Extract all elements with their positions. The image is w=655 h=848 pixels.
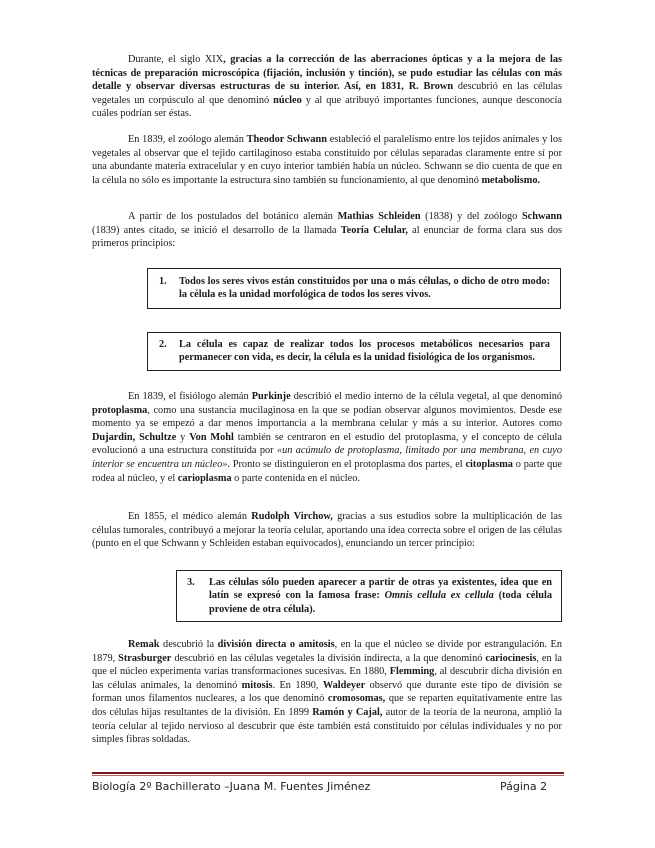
principle-number: 1.	[159, 276, 167, 287]
principle-number: 3.	[187, 577, 195, 588]
paragraph-schwann: En 1839, el zoólogo alemán Theodor Schwann estableció el paralelismo entre los tejidos animales y los vegetales al observar que el tejido cartilaginoso estaba constituido por células separadas claramente entre sí por una abundante materia extracelular y en cuyo interior también había un núcleo. Schwann se dio cuenta de que en la célula no sólo es importante la estructura sino también su funcionamiento, al que denominó metabolismo.	[92, 134, 562, 186]
paragraph-purkinje: En 1839, el fisiólogo alemán Purkinje describió el medio interno de la célula vegetal, al que denominó protoplasma, como una sustancia mucilaginosa en la que se podían observar algunos movimientos. Desde ese momento ya se empezó a dar menos importancia a la membrana celular y más a su interior. Autores como Dujardin, Schultze y Von Mohl también se centraron en el estudio del protoplasma, y el concepto de célula evolucionó a una estructura constituida por «un acúmulo de protoplasma, limitado por una membrana, en cuyo interior se encuentra un núcleo». Pronto se distinguieron en el protoplasma dos partes, el citoplasma o parte que rodea al núcleo, y el carioplasma o parte contenida en el núcleo.	[92, 391, 562, 484]
principle-box-3	[176, 570, 562, 622]
footer-page-number: Página 2	[500, 780, 548, 793]
footer-course-author: Biología 2º Bachillerato –Juana M. Fuentes Jiménez	[92, 780, 371, 793]
principle-box-2	[147, 332, 561, 371]
principle-number: 2.	[159, 339, 167, 350]
paragraph-siglo-xix: Durante, el siglo XIX, gracias a la corrección de las aberraciones ópticas y a la mejora de las técnicas de preparación microscópica (fijación, inclusión y tinción), se pudo estudiar las células con más detalle y observar diversas estructuras de su interior. Así, en 1831, R. Brown descubrió en las células vegetales un corpúsculo al que denominó núcleo y al que atribuyó importantes funciones, aunque desconocía cuáles podrían ser éstas.	[92, 54, 562, 120]
paragraph-division-celular: Remak descubrió la división directa o amitosis, en la que el núcleo se divide por estrangulación. En 1879, Strasburger descubrió en las células vegetales la división indirecta, a la que denominó cariocinesis, en la que el núcleo experimenta varias transformaciones sucesivas. En 1880, Flemming, al descubrir dicha división en las células animales, la denominó mitosis. En 1890, Waldeyer observó que durante este tipo de división se forman unos filamentos nucleares, a los que denominó cromosomas, que se reparten equitativamente entre las dos células hijas resultantes de la división. En 1899 Ramón y Cajal, autor de la teoría de la neurona, amplió la teoría celular al tejido nervioso al descubrir que éste también está constituido por células individuales y no por simples fibras soldadas.	[92, 639, 563, 746]
paragraph-virchow: En 1855, el médico alemán Rudolph Virchow, gracias a sus estudios sobre la multiplicación de las células tumorales, contribuyó a mejorar la teoría celular, aportando una idea correcta sobre el origen de las células (punto en el que Schwann y Schleiden estaban equivocados), enunciando un tercer principio:	[92, 511, 562, 550]
principle-text: Las células sólo pueden aparecer a partir de otras ya existentes, idea que en latín se expresó con la famosa frase: Omnis cellula ex cellula (toda célula proviene de otra célula).	[209, 577, 552, 615]
footer-rule	[92, 772, 564, 774]
principle-box-1	[147, 268, 561, 309]
principle-text: La célula es capaz de realizar todos los procesos metabólicos necesarios para permanecer con vida, es decir, la célula es la unidad fisiológica de los organismos.	[179, 339, 550, 364]
footer-rule-shadow	[92, 775, 564, 776]
principle-text: Todos los seres vivos están constituidos por una o más células, o dicho de otro modo: la célula es la unidad morfológica de todos los seres vivos.	[179, 276, 550, 301]
paragraph-teoria-celular: A partir de los postulados del botánico alemán Mathias Schleiden (1838) y del zoólogo Schwann (1839) antes citado, se inició el desarrollo de la llamada Teoría Celular, al enunciar de forma clara sus dos primeros principios:	[92, 211, 562, 250]
